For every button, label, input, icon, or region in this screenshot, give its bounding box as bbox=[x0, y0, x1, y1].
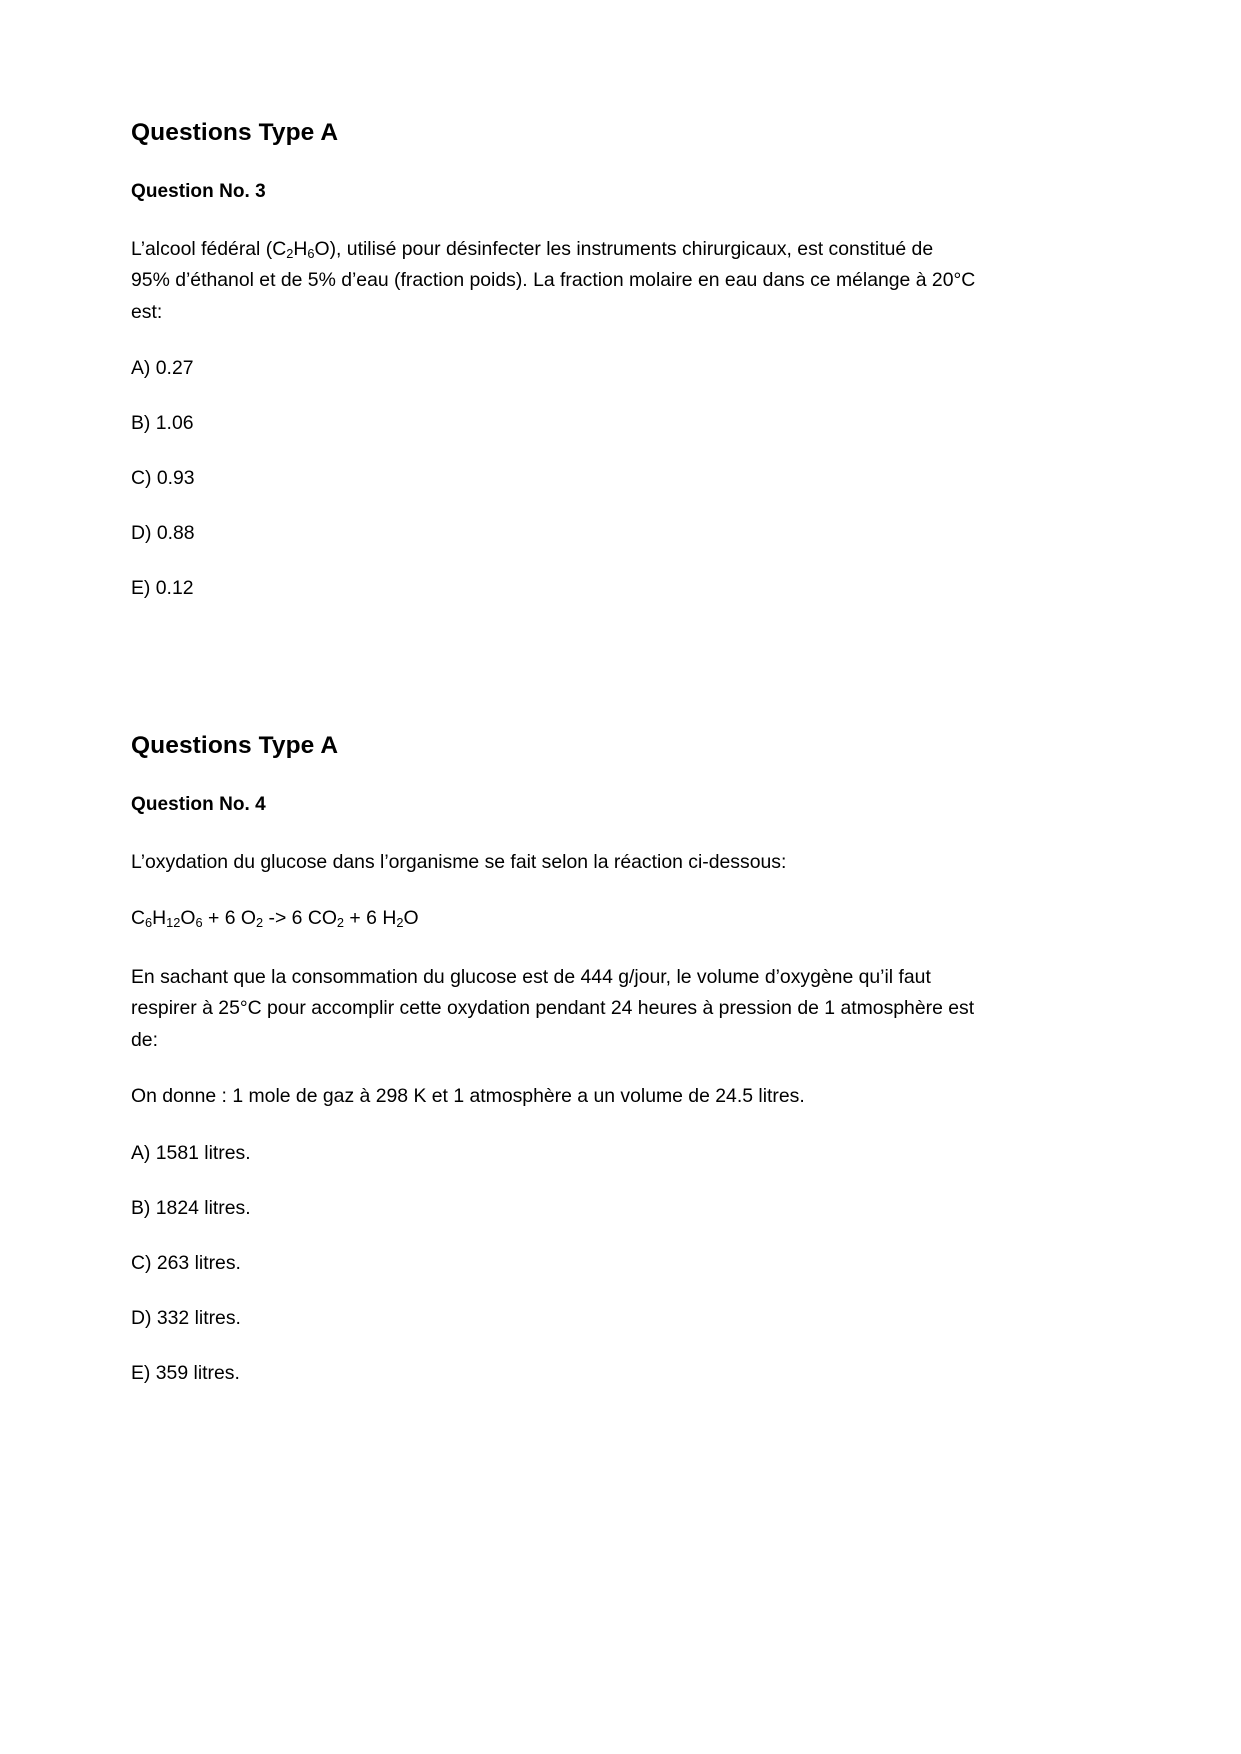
answer-option-b[interactable]: B) 1824 litres. bbox=[131, 1196, 251, 1219]
equation-part-5: -> 6 CO bbox=[263, 907, 337, 930]
equation-subscript-2: 12 bbox=[166, 915, 181, 931]
question-number-label-4: Question No. 4 bbox=[131, 794, 266, 816]
answer-option-b[interactable]: B) 1.06 bbox=[131, 412, 194, 435]
question-intro-4: L’oxydation du glucose dans l’organisme se fait selon la réaction ci-dessous: bbox=[131, 850, 787, 873]
equation-subscript-5: 2 bbox=[336, 915, 345, 931]
answer-option-a[interactable]: A) 1581 litres. bbox=[131, 1141, 251, 1164]
question-number-label-3: Question No. 3 bbox=[131, 180, 266, 202]
equation-part-2: H bbox=[152, 907, 167, 930]
section-heading-2: Questions Type A bbox=[131, 732, 339, 760]
answer-option-a[interactable]: A) 0.27 bbox=[131, 356, 194, 379]
question-stem-3 bbox=[131, 234, 976, 328]
equation-subscript-6: 2 bbox=[396, 915, 404, 931]
answer-option-d[interactable]: D) 332 litres. bbox=[131, 1306, 241, 1329]
question-body-4: En sachant que la consommation du glucose est de 444 g/jour, le volume d’oxygène qu’il faut respirer à 25°C pour accomplir cette oxydation pendant 24 heures à pression de 1 atmosphère est de: bbox=[131, 965, 975, 1051]
formula-subscript-2: 2 bbox=[286, 245, 294, 261]
question-given-data-4: On donne : 1 mole de gaz à 298 K et 1 atmosphère a un volume de 24.5 litres. bbox=[131, 1085, 805, 1108]
question-section-4 bbox=[131, 731, 1111, 1388]
equation-part-3: O bbox=[180, 907, 196, 930]
answer-option-c[interactable]: C) 0.93 bbox=[131, 467, 195, 490]
equation-part-6: + 6 H bbox=[344, 907, 397, 930]
stem-text-part-2: H bbox=[293, 237, 308, 260]
equation-subscript-4: 2 bbox=[255, 915, 264, 931]
equation-subscript-1: 6 bbox=[145, 915, 153, 931]
section-heading-1: Questions Type A bbox=[131, 119, 339, 146]
equation-part-1: C bbox=[131, 907, 146, 930]
equation-part-4: + 6 O bbox=[202, 907, 256, 930]
page-content bbox=[131, 118, 1111, 1388]
equation-part-7: O bbox=[403, 907, 419, 930]
answer-option-e[interactable]: E) 359 litres. bbox=[131, 1361, 240, 1384]
stem-text-part-3: O), utilisé pour désinfecter les instruments chirurgicaux, est constitué de 95% d’éthanol et de 5% d’eau (fraction poids). La fraction molaire en eau dans ce mélange à 20°C est: bbox=[131, 237, 976, 323]
question-section-3 bbox=[131, 118, 1111, 603]
stem-text-part-1: L’alcool fédéral (C bbox=[131, 237, 287, 260]
answer-option-e[interactable]: E) 0.12 bbox=[131, 577, 194, 600]
answer-option-d[interactable]: D) 0.88 bbox=[131, 522, 195, 545]
chemical-equation bbox=[131, 903, 1111, 934]
equation-subscript-3: 6 bbox=[195, 915, 203, 931]
section-spacer bbox=[131, 603, 1111, 731]
formula-subscript-6: 6 bbox=[307, 245, 315, 261]
answer-option-c[interactable]: C) 263 litres. bbox=[131, 1251, 241, 1274]
